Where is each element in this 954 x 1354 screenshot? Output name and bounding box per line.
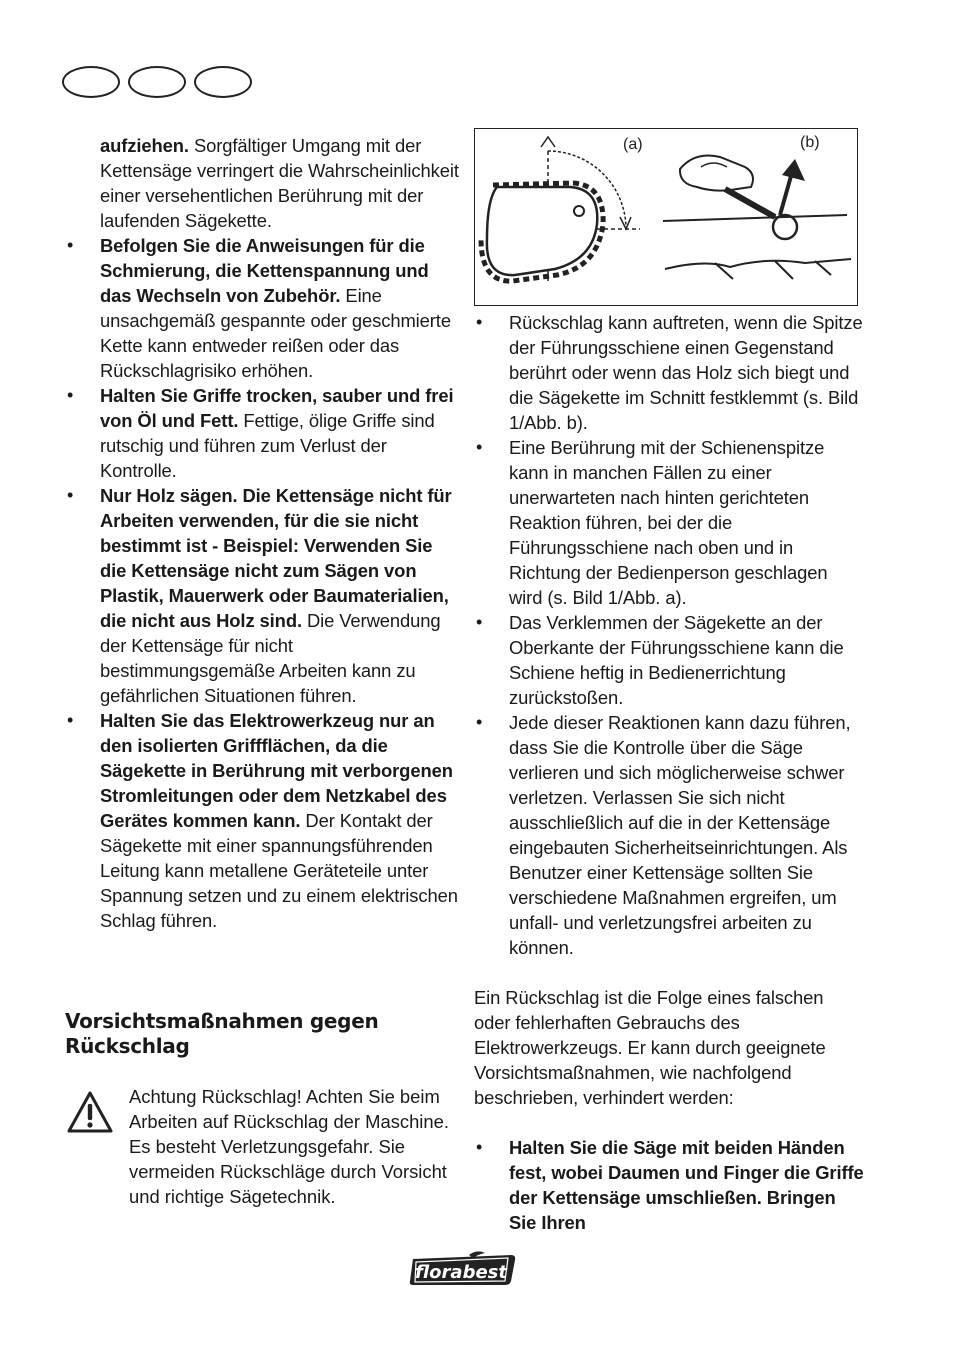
- list-item: • Nur Holz sägen. Die Kettensäge nicht für Arbeiten verwenden, für die sie nicht bestimmt ist - Beispiel: Verwenden Sie die Kettensäge nicht zum Sägen von Plastik, Mauerwerk oder Baumaterialien, die nicht aus Holz sind. Die Verwendung der Kettensäge für nicht bestimmungsgemäße Arbeiten kann zu gefährlichen Situationen führen.: [65, 483, 460, 708]
- kickback-paragraph: Ein Rückschlag ist die Folge eines falschen oder fehlerhaften Gebrauchs des Elektrowerkzeugs. Er kann durch geeignete Vorsichtsmaßnahmen, wie nachfolgend beschrieben, verhindert werden:: [474, 987, 826, 1108]
- figure-label-b: (b): [800, 134, 820, 151]
- language-ovals: [62, 66, 262, 102]
- list-item: • Halten Sie Griffe trocken, sauber und frei von Öl und Fett. Fettige, ölige Griffe sind rutschig und führen zum Verlust der Kontrolle.: [65, 383, 460, 483]
- kickback-illustration: [474, 128, 858, 306]
- warning-text: Achtung Rückschlag! Achten Sie beim Arbeiten auf Rückschlag der Maschine. Es besteht Verletzungsgefahr. Sie vermeiden Rückschläge durch Vorsicht und richtige Sägetechnik.: [129, 1086, 449, 1207]
- kickback-diagram: [475, 129, 856, 304]
- list-item: • Jede dieser Reaktionen kann dazu führen, dass Sie die Kontrolle über die Säge verlieren und sich möglicherweise schwer verletzen. Verlassen Sie sich nicht ausschließlich auf die in der Kettensäge eingebauten Sicherheitseinrichtungen. Als Benutzer einer Kettensäge sollten Sie verschiedene Maßnahmen ergreifen, um unfall- und verletzungsfrei arbeiten zu können.: [474, 710, 864, 960]
- list-item: • Rückschlag kann auftreten, wenn die Spitze der Führungsschiene einen Gegenstand berührt oder wenn das Holz sich biegt und die Sägekette im Schnitt festklemmt (s. Bild 1/Abb. b).: [474, 310, 864, 435]
- left-column: [65, 133, 460, 933]
- figure-label-a: (a): [623, 136, 643, 153]
- list-item: • Halten Sie die Säge mit beiden Händen fest, wobei Daumen und Finger die Griffe der Kettensäge umschließen. Bringen Sie Ihren: [474, 1135, 864, 1235]
- continuation-paragraph: aufziehen. Sorgfältiger Umgang mit der Kettensäge verringert die Wahrscheinlichkeit einer versehentlichen Berührung mit der laufenden Sägekette.: [100, 135, 459, 231]
- section-heading: Vorsichtsmaßnahmen gegen Rückschlag: [65, 1009, 379, 1058]
- list-item: • Das Verklemmen der Sägekette an der Oberkante der Führungsschiene kann die Schiene heftig in Bedienerrichtung zurückstoßen.: [474, 610, 864, 710]
- language-oval-3: [194, 66, 252, 98]
- list-item: • Eine Berührung mit der Schienenspitze kann in manchen Fällen zu einer unerwarteten nach hinten gerichteten Reaktion führen, bei der die Führungsschiene nach oben und in Richtung der Bedienperson geschlagen wird (s. Bild 1/Abb. a).: [474, 435, 864, 610]
- language-oval-1: [62, 66, 120, 98]
- right-bullet-list: [474, 310, 864, 960]
- language-oval-2: [128, 66, 186, 98]
- florabest-logo: [407, 1251, 517, 1287]
- list-item: • Halten Sie das Elektrowerkzeug nur an den isolierten Griffflächen, da die Sägekette in Berührung mit verborgenen Stromleitungen oder dem Netzkabel des Gerätes kommen kann. Der Kontakt der Sägekette mit einer spannungsführenden Leitung kann metallene Geräteteile unter Spannung setzen und zu einem elektrischen Schlag führen.: [65, 708, 460, 933]
- warning-triangle-icon: [66, 1090, 114, 1134]
- right-column: [474, 310, 864, 1235]
- left-bullet-list: [65, 233, 460, 933]
- right-bullet-list-2: [474, 1135, 864, 1235]
- list-item: • Befolgen Sie die Anweisungen für die Schmierung, die Kettenspannung und das Wechseln von Zubehör. Eine unsachgemäß gespannte oder geschmierte Kette kann entweder reißen oder das Rückschlagrisiko erhöhen.: [65, 233, 460, 383]
- logo-text: florabest: [415, 1262, 507, 1283]
